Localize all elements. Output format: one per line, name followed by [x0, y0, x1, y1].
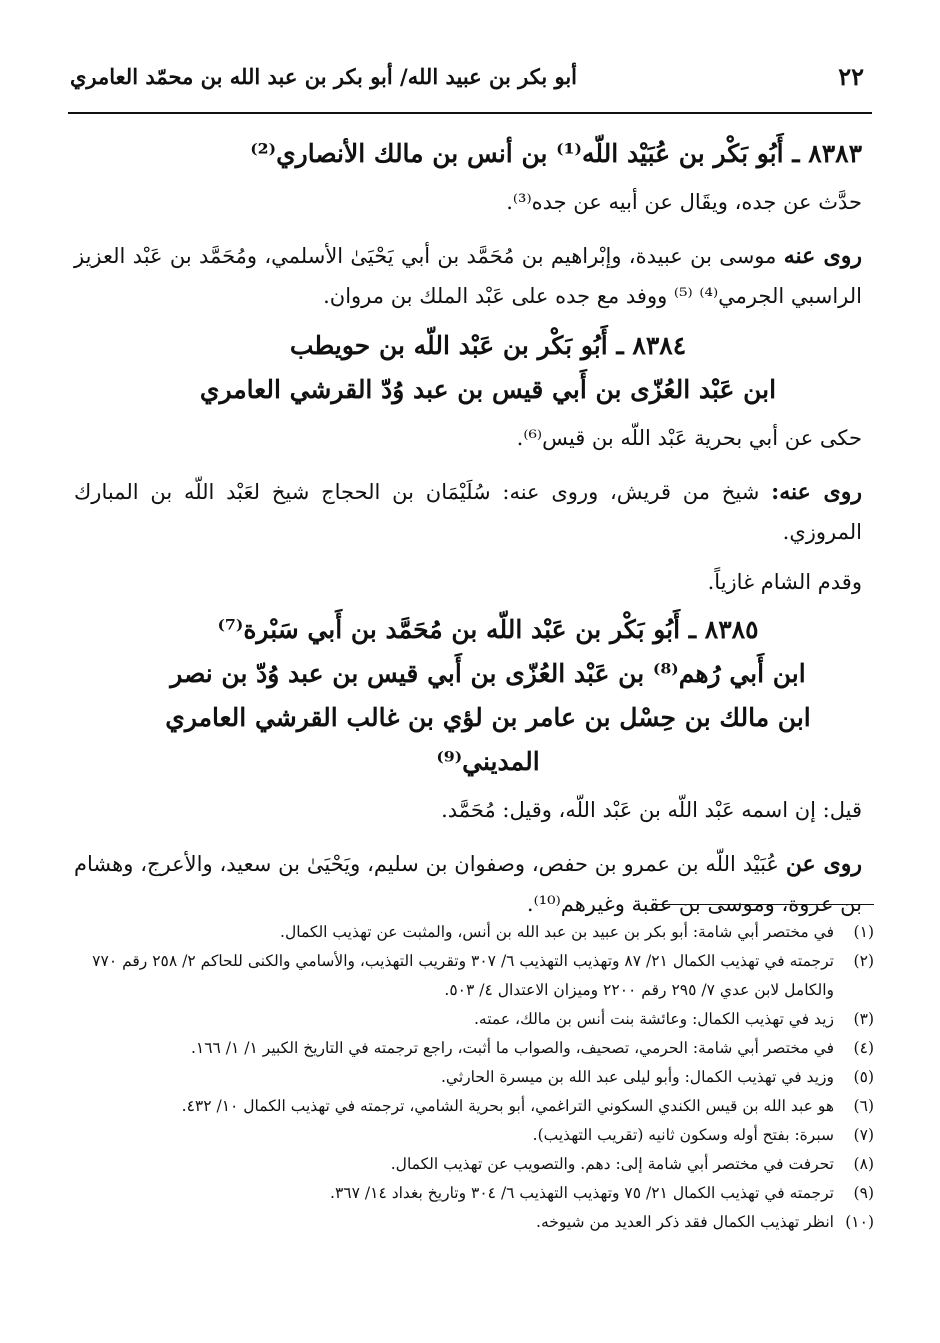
footnote-number: (١) — [853, 923, 874, 941]
entry-heading — [74, 324, 862, 412]
entry-8385 — [74, 608, 862, 924]
footnote-text: في مختصر أبي شامة: أبو بكر بن عبيد بن عبد الله بن أنس، والمثبت عن تهذيب الكمال. — [280, 923, 834, 941]
entry-heading-line: ابن أَبي رُهم⁽⁸⁾ بن عَبْد العُزّى بن أَبي قيس بن عبد وُدّ بن نصر — [170, 659, 806, 688]
footnote — [72, 1150, 874, 1179]
main-text — [74, 128, 862, 924]
narrators-label: روى عنه — [783, 243, 862, 269]
footnotes — [72, 918, 874, 1237]
entry-heading-line: ابن عَبْد العُزّى بن أَبي قيس بن عبد وُدّ القرشي العامري — [199, 375, 777, 404]
narrators-text: موسى بن عبيدة، وإبْراهيم بن مُحَمَّد بن أبي يَحْيَىٰ الأسلمي، ومُحَمَّد بن عَبْد العزيز الراسبي الجرمي⁽⁴⁾ ⁽⁵⁾ ووفد مع جده على عَبْد الملك بن مروان. — [74, 244, 862, 308]
narrators-text: عُبَيْد اللّه بن عمرو بن حفص، وصفوان بن سليم، ويَحْيَىٰ بن سعيد، والأعرج، وهشام بن عروة، وموسى بن عقبة وغيرهم⁽¹⁰⁾. — [74, 852, 862, 916]
footnote-text: سبرة: بفتح أوله وسكون ثانيه (تقريب التهذيب). — [532, 1126, 834, 1144]
narrators-paragraph — [74, 472, 862, 552]
entry-heading-line: ٨٣٨٥ ـ أَبُو بَكْر بن عَبْد اللّه بن مُحَمَّد بن أَبي سَبْرة⁽⁷⁾ — [217, 615, 759, 644]
footnote-text: في مختصر أبي شامة: الحرمي، تصحيف، والصواب ما أثبت، راجع ترجمته في التاريخ الكبير ١/ ١/ ١٦٦. — [190, 1039, 834, 1057]
footnote-number: (٩) — [853, 1184, 874, 1202]
entry-line: حدَّث عن جده، ويقَال عن أبيه عن جده⁽³⁾. — [506, 190, 862, 214]
narrators-paragraph — [74, 236, 862, 316]
footnote-number: (٨) — [853, 1155, 874, 1173]
entry-8383 — [74, 132, 862, 316]
narrators-paragraph — [74, 844, 862, 924]
footnote-number: (٥) — [853, 1068, 874, 1086]
footnote — [72, 1034, 874, 1063]
footnote-rule — [656, 904, 874, 905]
footnote-text: ترجمته في تهذيب الكمال ٢١/ ٧٥ وتهذيب التهذيب ٦/ ٣٠٤ وتاريخ بغداد ١٤/ ٣٦٧. — [330, 1184, 834, 1202]
footnote-number: (١٠) — [845, 1213, 874, 1231]
running-head: أبو بكر بن عبيد الله/ أبو بكر بن عبد الله بن محمّد العامري — [70, 64, 578, 89]
footnote-text: زيد في تهذيب الكمال: وعائشة بنت أنس بن مالك، عمته. — [473, 1010, 834, 1028]
footnote-text: انظر تهذيب الكمال فقد ذكر العديد من شيوخه. — [536, 1213, 834, 1231]
entry-heading — [74, 608, 862, 784]
footnote — [72, 1121, 874, 1150]
footnote-number: (٣) — [853, 1010, 874, 1028]
footnote — [72, 1005, 874, 1034]
footnote-text: وزيد في تهذيب الكمال: وأبو ليلى عبد الله بن ميسرة الحارثي. — [441, 1068, 834, 1086]
entry-heading-line: ابن مالك بن حِسْل بن عامر بن لؤي بن غالب القرشي العامري المديني⁽⁹⁾ — [165, 703, 811, 776]
entry-heading-line: ٨٣٨٤ ـ أَبُو بَكْر بن عَبْد اللّه بن حويطب — [289, 331, 687, 360]
footnote-number: (٦) — [853, 1097, 874, 1115]
footnote — [72, 1208, 874, 1237]
footnote-number: (٧) — [853, 1126, 874, 1144]
entry-extra: وقدم الشام غازياً. — [707, 570, 862, 594]
footnote-text: هو عبد الله بن قيس الكندي السكوني التراغمي، أبو بحرية الشامي، ترجمته في تهذيب الكمال ١٠/ ٤٣٢. — [181, 1097, 834, 1115]
entry-line: قيل: إن اسمه عَبْد اللّه بن عَبْد اللّه، وقيل: مُحَمَّد. — [441, 798, 862, 822]
entry-8384 — [74, 324, 862, 602]
narrators-label: روى عنه: — [771, 479, 862, 505]
narrators-label: روى عن — [785, 851, 862, 877]
footnote-number: (٢) — [853, 952, 874, 970]
footnote — [72, 1063, 874, 1092]
footnote — [72, 947, 874, 1005]
footnote-text: تحرفت في مختصر أبي شامة إلى: دهم. والتصويب عن تهذيب الكمال. — [390, 1155, 834, 1173]
footnote — [72, 918, 874, 947]
footnote — [72, 1179, 874, 1208]
entry-line: حكى عن أبي بحرية عَبْد اللّه بن قيس⁽⁶⁾. — [516, 426, 862, 450]
footnote — [72, 1092, 874, 1121]
page-header — [68, 58, 872, 100]
footnote-text: ترجمته في تهذيب الكمال ٢١/ ٨٧ وتهذيب التهذيب ٦/ ٣٠٧ وتقريب التهذيب، والأسامي والكنى للحاكم ٢/ ٢٥٨ رقم ٧٧٠ والكامل لابن عدي ٧/ ٢٩٥ رقم ٢٢٠٠ وميزان الاعتدال ٤/ ٥٠٣. — [92, 952, 834, 999]
footnote-number: (٤) — [853, 1039, 874, 1057]
header-rule — [68, 112, 872, 114]
page-number: ٢٢ — [838, 62, 864, 91]
entry-heading: ٨٣٨٣ ـ أَبُو بَكْر بن عُبَيْد اللّه⁽¹⁾ بن أنس بن مالك الأنصاري⁽²⁾ — [250, 139, 862, 168]
narrators-text: شيخ من قريش، وروى عنه: سُلَيْمَان بن الحجاج شيخ لعَبْد اللّه بن المبارك المروزي. — [74, 480, 862, 544]
